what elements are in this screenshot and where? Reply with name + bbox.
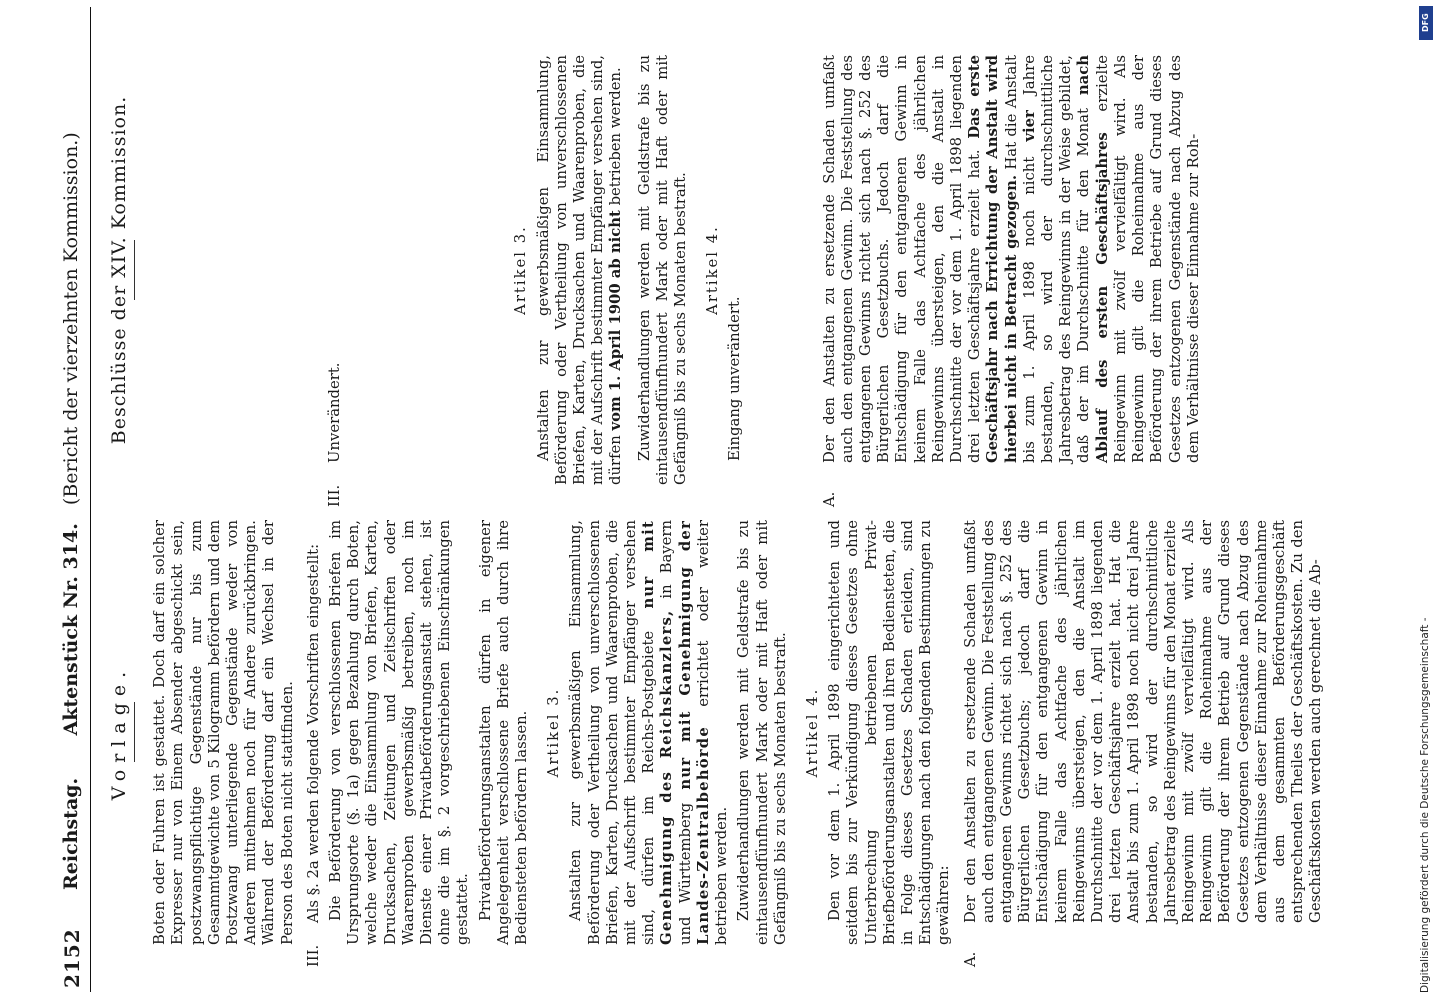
right-section-iii-text: Unverändert. — [326, 362, 344, 463]
digitization-credit — [1416, 8, 1434, 993]
right-column-kommission — [108, 55, 1207, 507]
left-paragraph-1: Boten oder Fuhren ist gestattet. Doch darf ein solcher Expresser nur von Einem Absender abgeschickt sein, postzwangspflichtige Gegenstände nur bis zum Gesammtgewichte von 5 Kilogramm befördern und dem Postzwang unterliegende Gegenstände weder von Anderen mitnehmen noch für Andere zurückbringen. Während der Beförderung darf ein Wechsel in der Person des Boten nicht stattfinden. — [151, 520, 296, 945]
left-article-4-paragraph: Den vor dem 1. April 1898 eingerichteten und seitdem bis zur Verkündigung dieses Gesetzes ohne Unterbrechung betriebenen Privat-Briefbeförderungsanstalten und ihren Bediensteten, die in Folge dieses Gesetzes Schaden erleiden, sind Entschädigungen nach den folgenden Bestimmungen zu gewähren: — [826, 520, 953, 945]
running-title-prefix: Reichstag. — [60, 777, 82, 890]
running-title-doc: Aktenstück Nr. 314. — [60, 523, 82, 736]
left-heading-rule — [134, 703, 135, 763]
right-article-4-paragraph: Eingang unverändert. — [726, 296, 744, 461]
digitization-credit-text: Digitalisierung gefördert durch die Deutsche Forschungsgemeinschaft - — [1419, 617, 1431, 993]
left-section-iii-number: III. — [304, 944, 322, 967]
right-section-iii-number: III. — [326, 484, 344, 507]
right-item-a-text-2: Hat die Anstalt bis zum 1. April 1898 noch nicht — [1002, 55, 1038, 463]
right-item-a-bold-1: Das erste Geschäftsjahr nach Errichtung der Anstalt wird hierbei nicht in Betracht gezogen. — [966, 55, 1020, 463]
left-article-3-text-c: in Bayern und Württemberg — [658, 520, 694, 945]
running-title-suffix: (Bericht der vierzehnten Kommission.) — [60, 132, 82, 506]
left-item-a-text: Der den Anstalten zu ersetzende Schaden umfaßt auch den entgangenen Gewinn. Die Feststellung des entgangenen Gewinns richtet sich nach §. 252 des Bürgerlichen Gesetzbuchs; jedoch darf die Entschädigung für den entgangenen Gewinn in keinem Falle das Achtfache des jährlichen Reingewinns übersteigen, den die Anstalt im Durchschnitte der vor dem 1. April 1898 liegenden drei letzten Geschäftsjahre erzielt hat. Hat die Anstalt bis zum 1. April 1898 noch nicht drei Jahre bestanden, so wird der durchschnittliche Jahresbetrag des Reingewinns für den Monat erzielte Reingewinn mit zwölf vervielfältigt wird. Als Reingewinn gilt die Roheinnahme aus der Beförderung der ihrem Betrieb auf Grund dieses Gesetzes entzogenen Gegenstände nach Abzug des dem Verhältnisse dieser Einnahme zur Roheinnahme aus dem gesammten Beförderungsgeschäft entsprechenden Theiles der Geschäftskosten. Zu den Geschäftskosten werden auch gerechnet die Ab- — [961, 520, 1325, 923]
right-article-3-text-c: betrieben werden. — [607, 67, 625, 206]
right-item-a-text-1: Der den Anstalten zu ersetzende Schaden umfaßt auch den entgangenen Gewinn. Die Feststellung des entgangenen Gewinns richtet sich nach §. 252 des Bürgerlichen Gesetzbuchs. Jedoch darf die Entschädigung für den entgangenen Gewinn in keinem Falle das Achtfache des jährlichen Reingewinns übersteigen, den die Anstalt in Durchschnitte der vor dem 1. April 1898 liegenden drei letzten Geschäftsjahre erzielt hat. — [820, 55, 984, 463]
left-section-iii-paragraph-1: Die Beförderung von verschlossenen Briefen im Ursprungsorte (§. 1a) gegen Bezahlung durch Boten, welche weder die Einsammlung von Briefen, Karten, Drucksachen, Zeitungen und Zeitschriften oder Waarenproben gewerbsmäßig betreiben, noch im Dienste einer Privatbeförderungsanstalt stehen, ist ohne die im §. 2 vorgeschriebenen Einschränkungen gestattet. — [327, 520, 472, 945]
left-article-3-text-b: nur mit Genehmigung des Reichskanzlers, — [640, 520, 676, 945]
right-article-3-text-b: vom 1. April 1900 ab nicht — [607, 210, 625, 431]
right-article-3-text-a: Anstalten zur gewerbsmäßigen Einsammlung, Beförderung oder Vertheilung von unverschlossenen Briefen, Karten, Drucksachen und Waarenproben, die mit der Aufschrift bestimmter Empfänger versehen sind, dürfen — [534, 55, 625, 485]
left-article-3-title: Artikel 3. — [545, 687, 563, 778]
left-item-a-number: A. — [961, 951, 979, 967]
right-item-a — [820, 55, 1203, 507]
right-heading-rule — [134, 240, 135, 300]
right-column-spacer — [151, 55, 326, 485]
right-item-a-bold-2: vier — [1020, 110, 1038, 142]
left-article-4-title: Artikel 4. — [803, 687, 821, 778]
left-item-a — [961, 520, 1326, 967]
right-item-a-text-4: erzielte Reingewinn mit zwölf vervielfältigt wird. Als Reingewinn gilt die Roheinnahme aus der Beförderung der ihrem Betriebe auf Grund dieses Gesetzes entzogenen Gegenstände nach Abzug des dem Verhältnisse dieser Einnahme zur Roh- — [1093, 55, 1202, 463]
left-article-3-text-a: Anstalten zur gewerbsmäßigen Einsammlung, Beförderung oder Vertheilung von unverschlossenen Briefen, Karten, Drucksachen und Waarenproben, die mit der Aufschrift bestimmter Empfänger versehen sind, dürfen im Reichs-Postgebiete — [567, 520, 658, 945]
left-column-vorlage — [108, 520, 1330, 967]
left-article-3-text-e: errichtet oder weiter betrieben werden. — [694, 520, 731, 945]
right-article-3-paragraph-2: Zuwiderhandlungen werden mit Geldstrafe bis zu eintausendfünfhundert Mark oder mit Haft oder mit Gefängniß bis zu sechs Monaten bestraft. — [635, 55, 690, 485]
right-item-a-bold-3: nach Ablauf des ersten Geschäftsjahres — [1075, 55, 1111, 463]
right-column-heading: Beschlüsse der XIV. Kommission. — [108, 95, 130, 445]
right-item-a-number: A. — [820, 491, 838, 507]
left-article-3-paragraph-2: Zuwiderhandlungen werden mit Geldstrafe bis zu eintausendfünfhundert Mark oder mit Haft oder mit Gefängniß bis zu sechs Monaten bestraft. — [735, 520, 789, 945]
left-article-3-text-d: nur mit Genehmigung der Landes-Zentralbehörde — [676, 520, 712, 945]
running-title — [60, 132, 82, 890]
right-column-spacer-3 — [749, 55, 821, 485]
right-article-3-title: Artikel 3. — [512, 225, 530, 315]
left-section-iii-paragraph-2: Privatbeförderungsanstalten dürfen in eigener Angelegenheit verschlossene Briefe auch durch ihre Bediensteten befördern lassen. — [476, 520, 531, 945]
header-rule — [90, 7, 91, 992]
left-column-heading: Vorlage. — [108, 664, 130, 801]
left-article-3-paragraph-1 — [567, 520, 731, 945]
dfg-logo-badge: DFG — [1419, 6, 1433, 40]
right-item-a-text-3: Jahre bestanden, so wird der durchschnittliche Jahresbetrag des Reingewinns in der Weise gebildet, daß der im Durchschnitte für den Monat — [1020, 55, 1093, 463]
page-number: 2152 — [60, 928, 84, 988]
right-article-4-title: Artikel 4. — [704, 225, 722, 315]
left-section-iii — [304, 520, 323, 967]
left-section-iii-text: Als §. 2a werden folgende Vorschriften eingestellt: — [304, 543, 322, 923]
right-column-spacer-2 — [348, 55, 498, 485]
right-section-iii — [326, 55, 344, 507]
right-article-3-paragraph-1 — [535, 55, 626, 485]
